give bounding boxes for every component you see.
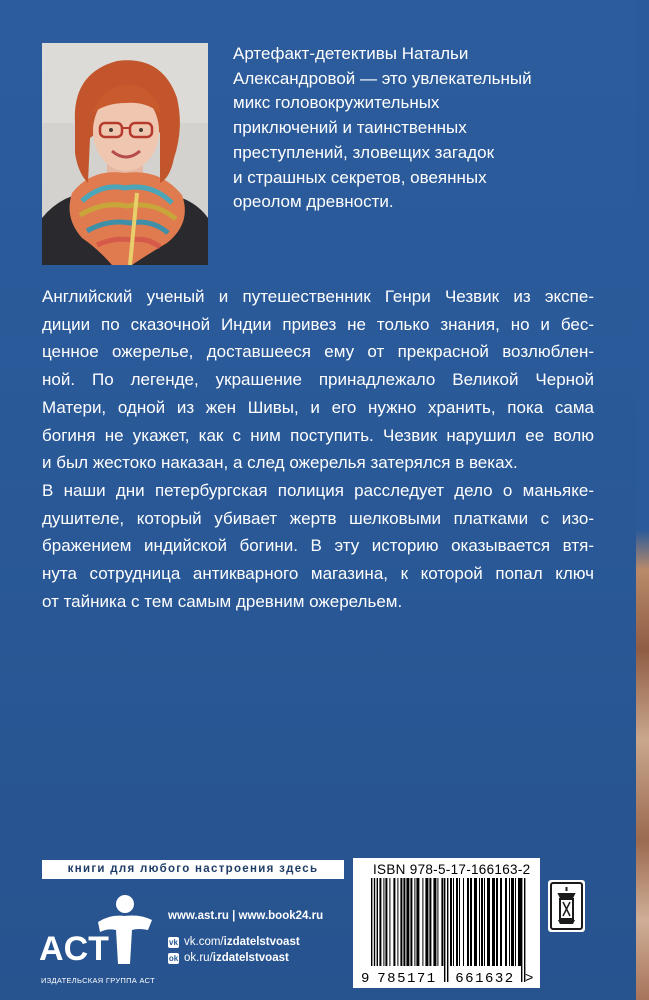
description-line: от тайника с тем самым древним ожерельем.: [42, 591, 403, 611]
lantern-icon: [548, 880, 585, 932]
barcode-quiet-mark: >: [525, 971, 534, 987]
blurb-line: Артефакт-детективы Натальи: [233, 44, 469, 63]
website-row: [168, 906, 323, 926]
lantern-icon-graphic: [548, 880, 585, 932]
website-link-ast[interactable]: www.ast.ru: [168, 910, 229, 922]
vk-icon: vk: [169, 937, 178, 947]
spine-edge-strip: [636, 0, 649, 1000]
vk-link-handle: izdatelstvoast: [223, 936, 300, 948]
ok-link-prefix: ok.ru/: [184, 952, 213, 964]
description-line: Английский ученый и путешественник Генри Чезвик из экспе-: [42, 287, 594, 306]
logo-letters: ACT: [39, 930, 109, 968]
description-line: ценное ожерелье, доставшееся ему от прекрасной возлюблен-: [42, 342, 594, 362]
publisher-name: ИЗДАТЕЛЬСКАЯ ГРУППА АСТ: [41, 976, 155, 985]
author-blurb: [233, 42, 593, 215]
author-photo: [42, 43, 208, 265]
link-separator: |: [232, 910, 236, 922]
description-line: богиня не укажет, как с ним поступить. Чезвик нарушил ее волю: [42, 425, 594, 445]
description-line: Матери, одной из жен Шивы, и его нужно хранить, пока сама: [42, 397, 594, 417]
description-line: душителе, который убивает жертв шелковыми платками с изо-: [42, 508, 594, 528]
blurb-line: приключений и таинственных: [233, 118, 467, 138]
author-portrait-illustration: [42, 43, 208, 265]
ok-icon: ok: [168, 953, 179, 963]
description-line: бражением индийской богини. В эту историю оказывается втя-: [42, 536, 594, 556]
blurb-line: ореолом древности.: [233, 192, 394, 212]
description-line: диции по сказочной Индии привез не только знания, но и бес-: [42, 314, 594, 334]
description-line: В наши дни петербургская полиция расследует дело о маньяке-: [42, 480, 594, 500]
vk-link-prefix: vk.com/: [184, 936, 224, 948]
book-description: [42, 283, 594, 615]
description-line: нута сотрудница антикварного магазина, к которой попал ключ: [42, 564, 594, 584]
ok-row[interactable]: [168, 948, 323, 968]
publisher-links: [168, 906, 323, 968]
barcode-group-1: 785171: [377, 971, 437, 987]
ok-link-handle: izdatelstvoast: [212, 952, 289, 964]
isbn-barcode-block: [353, 858, 540, 988]
blurb-line: микс головокружительных: [233, 93, 440, 113]
blurb-line: Александровой — это увлекательный: [233, 68, 532, 88]
barcode-group-2: 661632: [455, 971, 515, 987]
description-line: и был жестоко наказан, а след ожерелья затерялся в веках.: [42, 453, 518, 473]
website-link-book24[interactable]: www.book24.ru: [238, 910, 324, 922]
blurb-line: и страшных секретов, овеянных: [233, 167, 487, 187]
isbn-label: ISBN 978-5-17-166163-2: [373, 862, 531, 877]
barcode: [361, 878, 537, 988]
tagline-strip: книги для любого настроения здесь: [42, 860, 344, 879]
description-line: ной. По легенде, украшение принадлежало Великой Черной: [42, 370, 594, 390]
blurb-line: преступлений, зловещих загадок: [233, 142, 495, 162]
barcode-first-digit: 9: [361, 971, 370, 987]
